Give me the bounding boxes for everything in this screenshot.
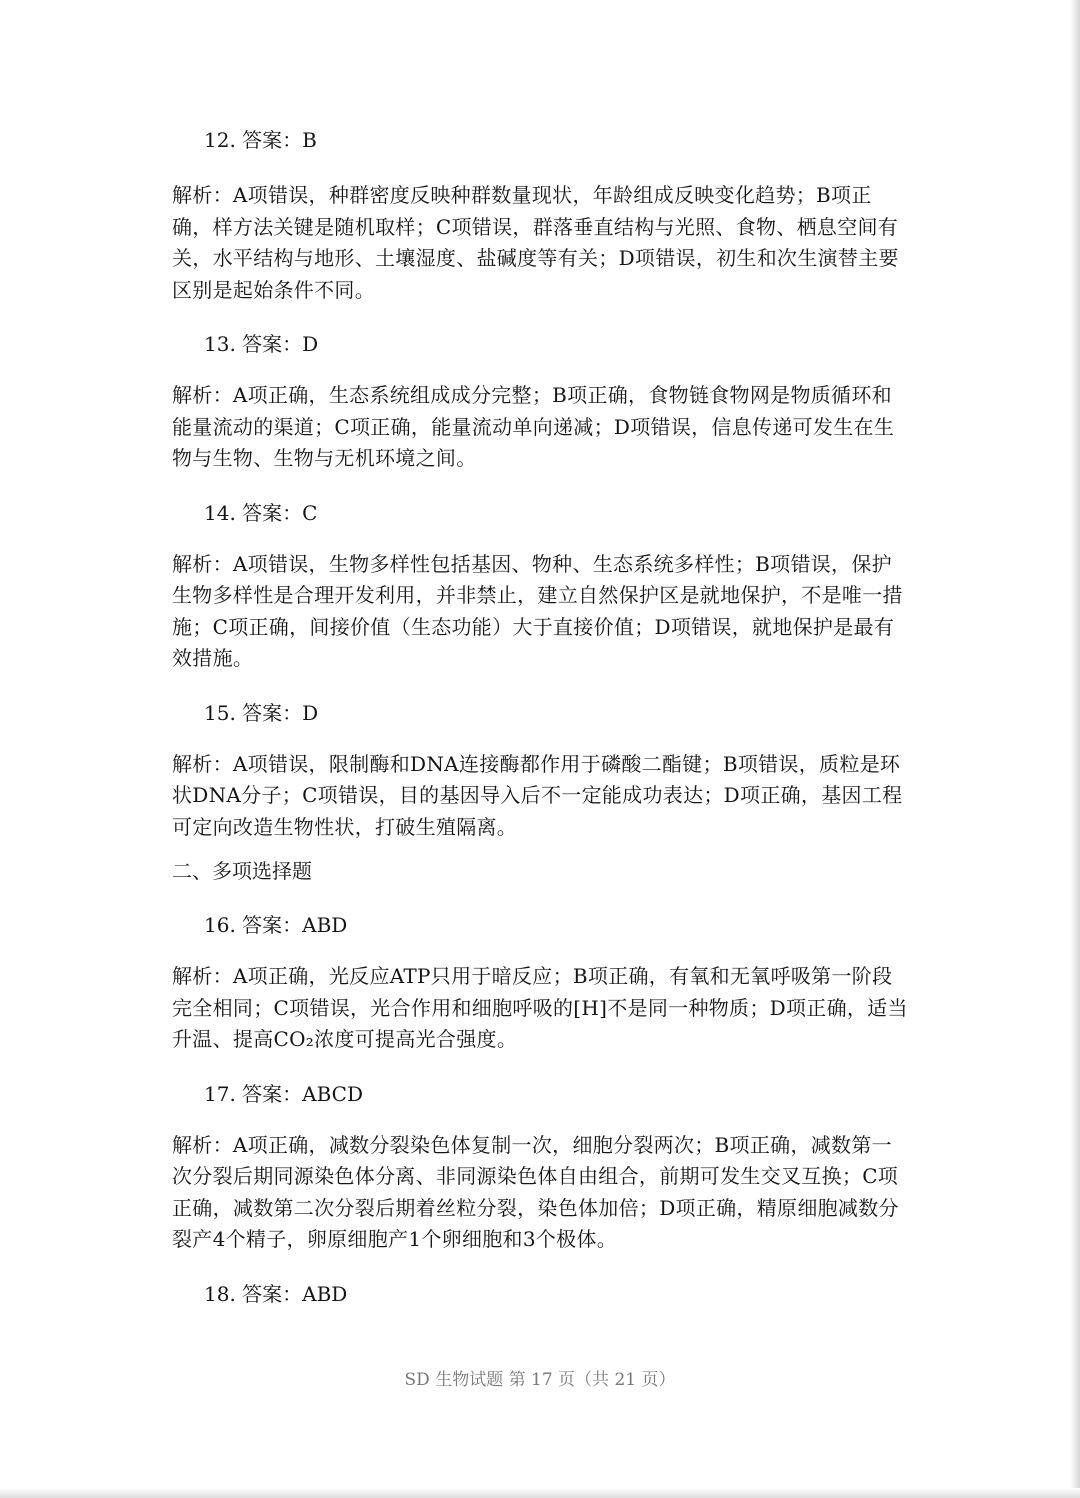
page-edge-shadow-right	[1070, 0, 1080, 1498]
answer-18: 18. 答案：ABD	[204, 1281, 348, 1306]
answer-17: 17. 答案：ABCD	[204, 1081, 364, 1106]
analysis-14: 解析：A项错误，生物多样性包括基因、物种、生态系统多样性；B项错误，保护生物多样性是合理开发利用，并非禁止，建立自然保护区是就地保护，不是唯一措施；C项正确，间接价值（生态功能）大于直接价值；D项错误，就地保护是最有效措施。	[172, 551, 903, 670]
analysis-16: 解析：A项正确，光反应ATP只用于暗反应；B项正确，有氧和无氧呼吸第一阶段完全相同；C项错误，光合作用和细胞呼吸的[H]不是同一种物质；D项正确，适当升温、提高CO₂浓度可提高光合强度。	[172, 964, 908, 1051]
analysis-12: 解析：A项错误，种群密度反映种群数量现状，年龄组成反映变化趋势；B项正确，样方法关键是随机取样；C项错误，群落垂直结构与光照、食物、栖息空间有关，水平结构与地形、土壤湿度、盐碱度等有关；D项错误，初生和次生演替主要区别是起始条件不同。	[172, 183, 899, 302]
analysis-17: 解析：A项正确，减数分裂染色体复制一次，细胞分裂两次；B项正确，减数第一次分裂后期同源染色体分离、非同源染色体自由组合，前期可发生交叉互换；C项正确，减数第二次分裂后期着丝粒分裂，染色体加倍；D项正确，精原细胞减数分裂产4个精子，卵原细胞产1个卵细胞和3个极体。	[172, 1132, 899, 1251]
answer-14: 14. 答案：C	[204, 500, 318, 525]
answer-15: 15. 答案：D	[204, 700, 319, 725]
analysis-13: 解析：A项正确，生态系统组成成分完整；B项正确，食物链食物网是物质循环和能量流动的渠道；C项正确，能量流动单向递减；D项错误，信息传递可发生在生物与生物、生物与无机环境之间。	[172, 383, 895, 470]
answer-16: 16. 答案：ABD	[204, 913, 348, 937]
page-footer: SD 生物试题 第 17 页（共 21 页）	[404, 1370, 676, 1390]
answer-12: 12. 答案：B	[204, 128, 317, 152]
analysis-15: 解析：A项错误，限制酶和DNA连接酶都作用于磷酸二酯键；B项错误，质粒是环状DNA分子；C项错误，目的基因导入后不一定能成功表达；D项正确，基因工程可定向改造生物性状，打破生殖隔离。	[172, 751, 903, 839]
section-title-multiple-choice: 二、多项选择题	[172, 859, 312, 883]
page-edge-shadow-bottom	[0, 1488, 1080, 1498]
page-content	[172, 120, 908, 1314]
answer-13: 13. 答案：D	[204, 332, 319, 356]
